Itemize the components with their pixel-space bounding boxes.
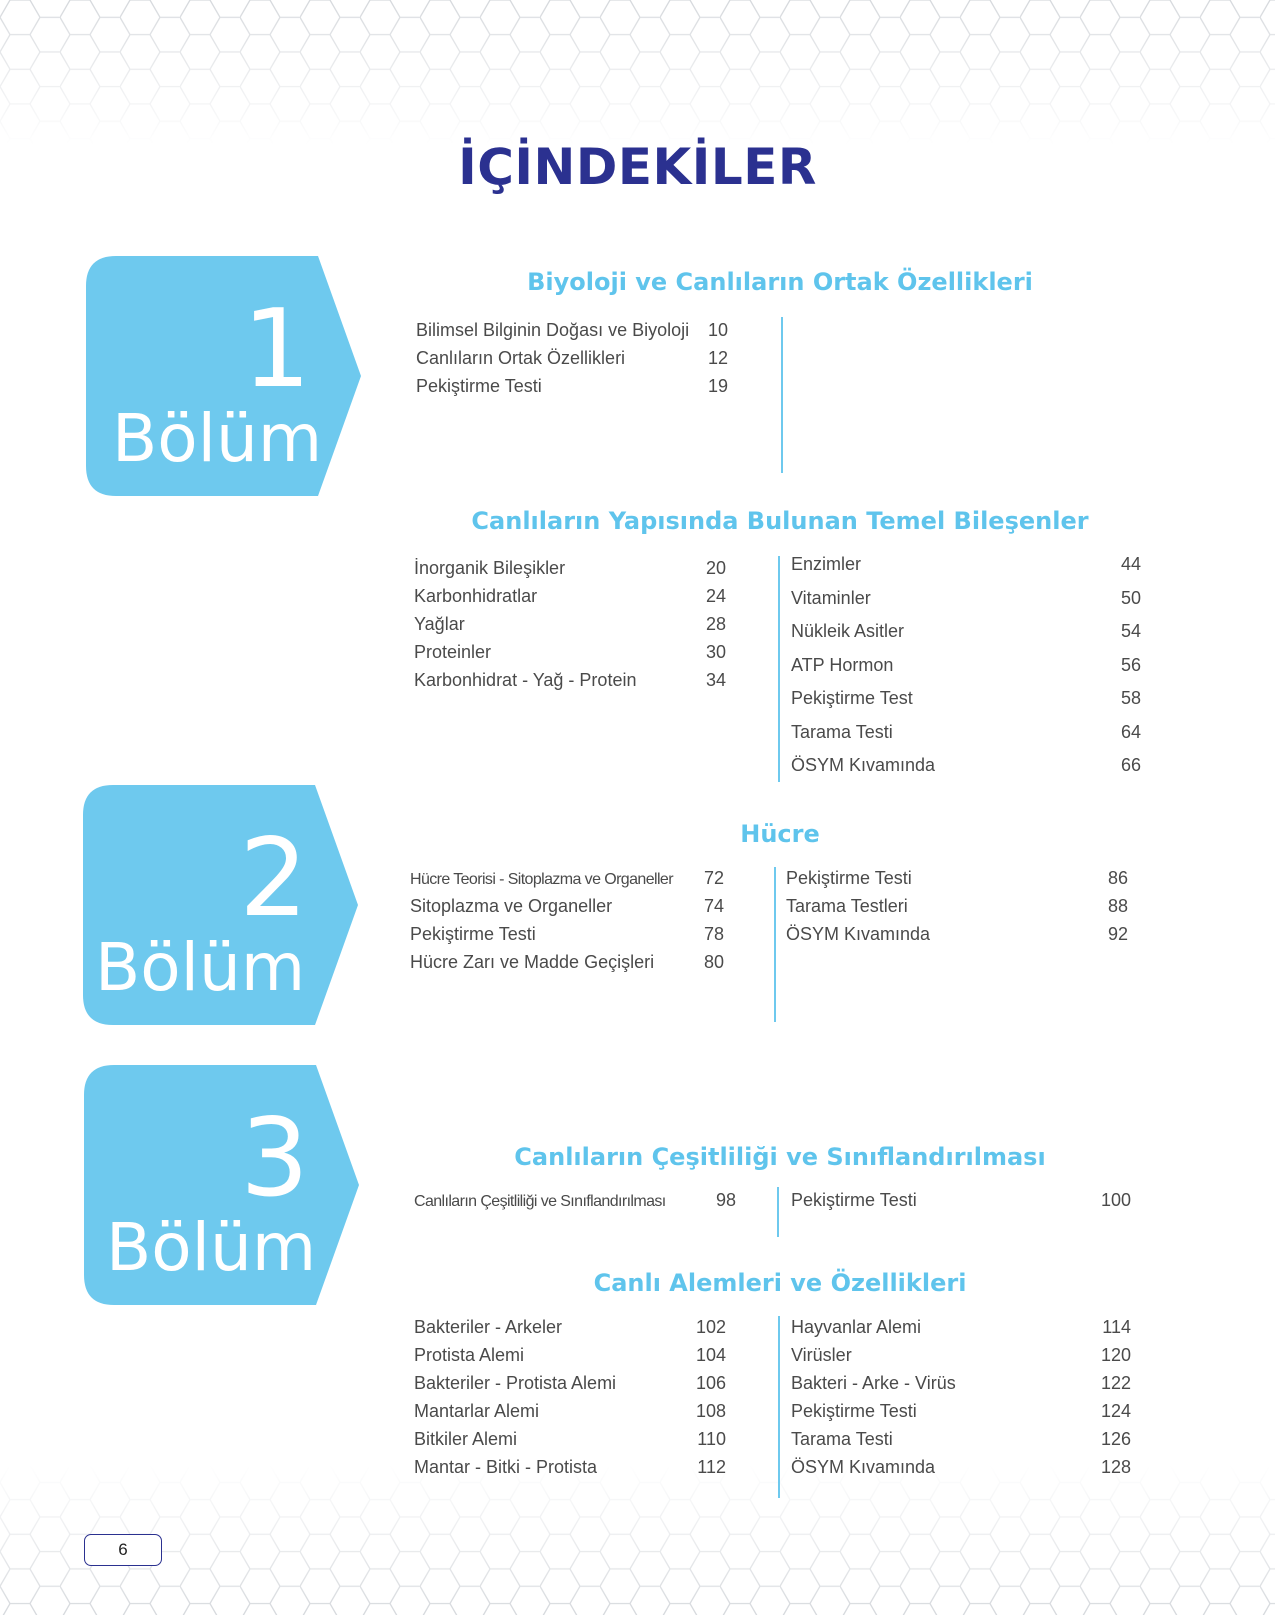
toc-label: Mantarlar Alemi [414, 1401, 540, 1421]
toc-label: Pekiştirme Testi [416, 376, 542, 396]
toc-label: İnorganik Bileşikler [414, 558, 566, 578]
toc-entry[interactable] [791, 615, 1141, 649]
toc-page: 108 [695, 1401, 726, 1421]
toc-page: 106 [695, 1373, 726, 1393]
toc-page: 126 [1100, 1429, 1131, 1449]
column-divider [774, 867, 776, 1022]
toc-entry[interactable] [791, 682, 1141, 716]
toc-page: 112 [697, 1457, 726, 1477]
toc-entry[interactable] [414, 1369, 726, 1397]
toc-page: 64 [1120, 721, 1141, 742]
toc-label: Nükleik Asitler [791, 621, 905, 641]
toc-page: 30 [705, 642, 726, 662]
toc-column [416, 316, 728, 400]
hexagon-pattern-bottom [0, 1465, 1275, 1615]
toc-entry[interactable] [410, 948, 724, 976]
toc-entry[interactable] [786, 864, 1128, 892]
toc-page: 98 [715, 1190, 736, 1210]
toc-column [786, 864, 1128, 948]
toc-page: 58 [1120, 688, 1141, 708]
toc-entry[interactable] [791, 582, 1141, 616]
toc-page: 128 [1100, 1457, 1131, 1477]
toc-entry[interactable] [416, 344, 728, 372]
chapter-badge-1 [86, 256, 376, 496]
toc-label: Hücre Zarı ve Madde Geçişleri [410, 952, 655, 972]
toc-entry[interactable] [416, 372, 728, 400]
toc-label: Sitoplazma ve Organeller [410, 896, 613, 916]
toc-entry[interactable] [791, 1341, 1131, 1369]
toc-label: Karbonhidratlar [414, 586, 538, 606]
toc-entry[interactable] [786, 892, 1128, 920]
toc-entry[interactable] [414, 610, 726, 638]
section-title: Canlı Alemleri ve Özellikleri [593, 1269, 967, 1297]
toc-label: ÖSYM Kıvamında [791, 755, 936, 775]
toc-page: 24 [705, 586, 726, 606]
toc-label: ÖSYM Kıvamında [791, 1457, 936, 1477]
chapter-badge-2 [83, 785, 373, 1025]
toc-entry[interactable] [414, 554, 726, 582]
toc-page: 19 [707, 376, 728, 396]
toc-label: ATP Hormon [791, 654, 894, 675]
toc-label: Virüsler [791, 1345, 852, 1365]
page-title: İÇİNDEKİLER [458, 138, 817, 196]
hexagon-pattern-top [0, 0, 1275, 145]
column-divider [781, 317, 783, 473]
toc-label: Pekiştirme Testi [786, 868, 912, 888]
toc-page: 124 [1100, 1401, 1131, 1421]
toc-column [410, 864, 724, 976]
toc-entry[interactable] [791, 1453, 1131, 1481]
toc-entry[interactable] [414, 1186, 736, 1214]
toc-label: Tarama Testleri [786, 896, 908, 916]
chapter-badge-3 [84, 1065, 374, 1305]
toc-column [414, 1186, 736, 1214]
toc-entry[interactable] [410, 920, 724, 948]
chapter-word: Bölüm [95, 929, 306, 1006]
section-title: Canlıların Yapısında Bulunan Temel Bileşenler [471, 507, 1089, 535]
toc-page: 54 [1120, 621, 1141, 641]
toc-page: 120 [1100, 1345, 1131, 1365]
chapter-word: Bölüm [106, 1209, 317, 1286]
toc-entry[interactable] [414, 1341, 726, 1369]
toc-column [791, 1186, 1131, 1214]
toc-entry[interactable] [791, 1369, 1131, 1397]
section-title: Biyoloji ve Canlıların Ortak Özellikleri [527, 268, 1033, 296]
toc-entry[interactable] [414, 582, 726, 610]
toc-entry[interactable] [791, 749, 1141, 783]
toc-page: 50 [1120, 587, 1141, 608]
toc-label: Hücre Teorisi - Sitoplazma ve Organeller [410, 871, 673, 888]
toc-page: 10 [707, 320, 728, 340]
toc-page: 44 [1120, 554, 1141, 574]
chapter-number: 1 [242, 287, 311, 412]
toc-entry[interactable] [414, 1453, 726, 1481]
toc-page: 20 [705, 558, 726, 578]
column-divider [778, 1316, 780, 1498]
column-divider [777, 1187, 779, 1237]
toc-entry[interactable] [414, 1425, 726, 1453]
chapter-number: 2 [239, 816, 308, 941]
toc-entry[interactable] [414, 1397, 726, 1425]
toc-entry[interactable] [791, 1425, 1131, 1453]
toc-label: Tarama Testi [791, 721, 893, 742]
toc-page: 78 [703, 924, 724, 944]
toc-label: Bakteriler - Protista Alemi [414, 1373, 617, 1393]
toc-page: 92 [1107, 924, 1128, 944]
toc-entry[interactable] [410, 892, 724, 920]
toc-label: Enzimler [791, 554, 862, 574]
toc-column [414, 554, 726, 694]
page-number: 6 [84, 1534, 162, 1566]
toc-entry[interactable] [786, 920, 1128, 948]
toc-entry[interactable] [414, 666, 726, 694]
toc-page: 110 [697, 1429, 726, 1449]
toc-label: Pekiştirme Testi [410, 924, 536, 944]
toc-page: 66 [1120, 755, 1141, 775]
toc-label: Bakteri - Arke - Virüs [791, 1373, 956, 1393]
toc-entry[interactable] [791, 1186, 1131, 1214]
toc-label: Proteinler [414, 642, 492, 662]
toc-page: 100 [1100, 1190, 1131, 1210]
toc-page: 88 [1107, 896, 1128, 916]
toc-page: 28 [705, 614, 726, 634]
toc-page: 86 [1107, 868, 1128, 888]
toc-page: 80 [703, 952, 724, 972]
toc-page: 74 [703, 896, 724, 916]
toc-label: Bilimsel Bilginin Doğası ve Biyoloji [416, 320, 690, 340]
toc-entry[interactable] [791, 1397, 1131, 1425]
toc-page: 12 [707, 348, 728, 368]
toc-label: Tarama Testi [791, 1429, 893, 1449]
toc-page: 72 [703, 868, 724, 888]
toc-label: Bakteriler - Arkeler [414, 1317, 563, 1337]
toc-column [791, 1313, 1131, 1481]
toc-entry[interactable] [410, 864, 724, 892]
toc-entry[interactable] [414, 1313, 726, 1341]
toc-entry[interactable] [791, 548, 1141, 582]
toc-page: 102 [695, 1317, 726, 1337]
toc-entry[interactable] [791, 1313, 1131, 1341]
column-divider [778, 556, 780, 782]
toc-label: Protista Alemi [414, 1345, 525, 1365]
toc-label: Bitkiler Alemi [414, 1429, 518, 1449]
toc-label: ÖSYM Kıvamında [786, 924, 931, 944]
toc-entry[interactable] [414, 638, 726, 666]
toc-label: Hayvanlar Alemi [791, 1317, 922, 1337]
toc-column [791, 548, 1141, 783]
section-title: Canlıların Çeşitliliği ve Sınıflandırılması [514, 1143, 1046, 1171]
toc-label: Pekiştirme Testi [791, 1190, 917, 1210]
toc-label: Canlıların Ortak Özellikleri [416, 348, 626, 368]
toc-label: Pekiştirme Testi [791, 1401, 917, 1421]
toc-label: Yağlar [414, 614, 465, 634]
toc-page: 34 [705, 670, 726, 690]
toc-label: Vitaminler [791, 587, 871, 608]
toc-page: 114 [1102, 1317, 1131, 1337]
chapter-number: 3 [240, 1096, 309, 1221]
toc-entry[interactable] [416, 316, 728, 344]
section-title: Hücre [740, 820, 820, 848]
toc-label: Canlıların Çeşitliliği ve Sınıflandırılması [414, 1193, 666, 1210]
toc-label: Karbonhidrat - Yağ - Protein [414, 670, 637, 690]
toc-label: Pekiştirme Test [791, 688, 913, 708]
toc-label: Mantar - Bitki - Protista [414, 1457, 598, 1477]
toc-entry[interactable] [791, 716, 1141, 750]
toc-page: 56 [1120, 654, 1141, 675]
toc-page: 122 [1100, 1373, 1131, 1393]
toc-page: 104 [695, 1345, 726, 1365]
toc-entry[interactable] [791, 649, 1141, 683]
chapter-word: Bölüm [112, 400, 323, 477]
toc-column [414, 1313, 726, 1481]
